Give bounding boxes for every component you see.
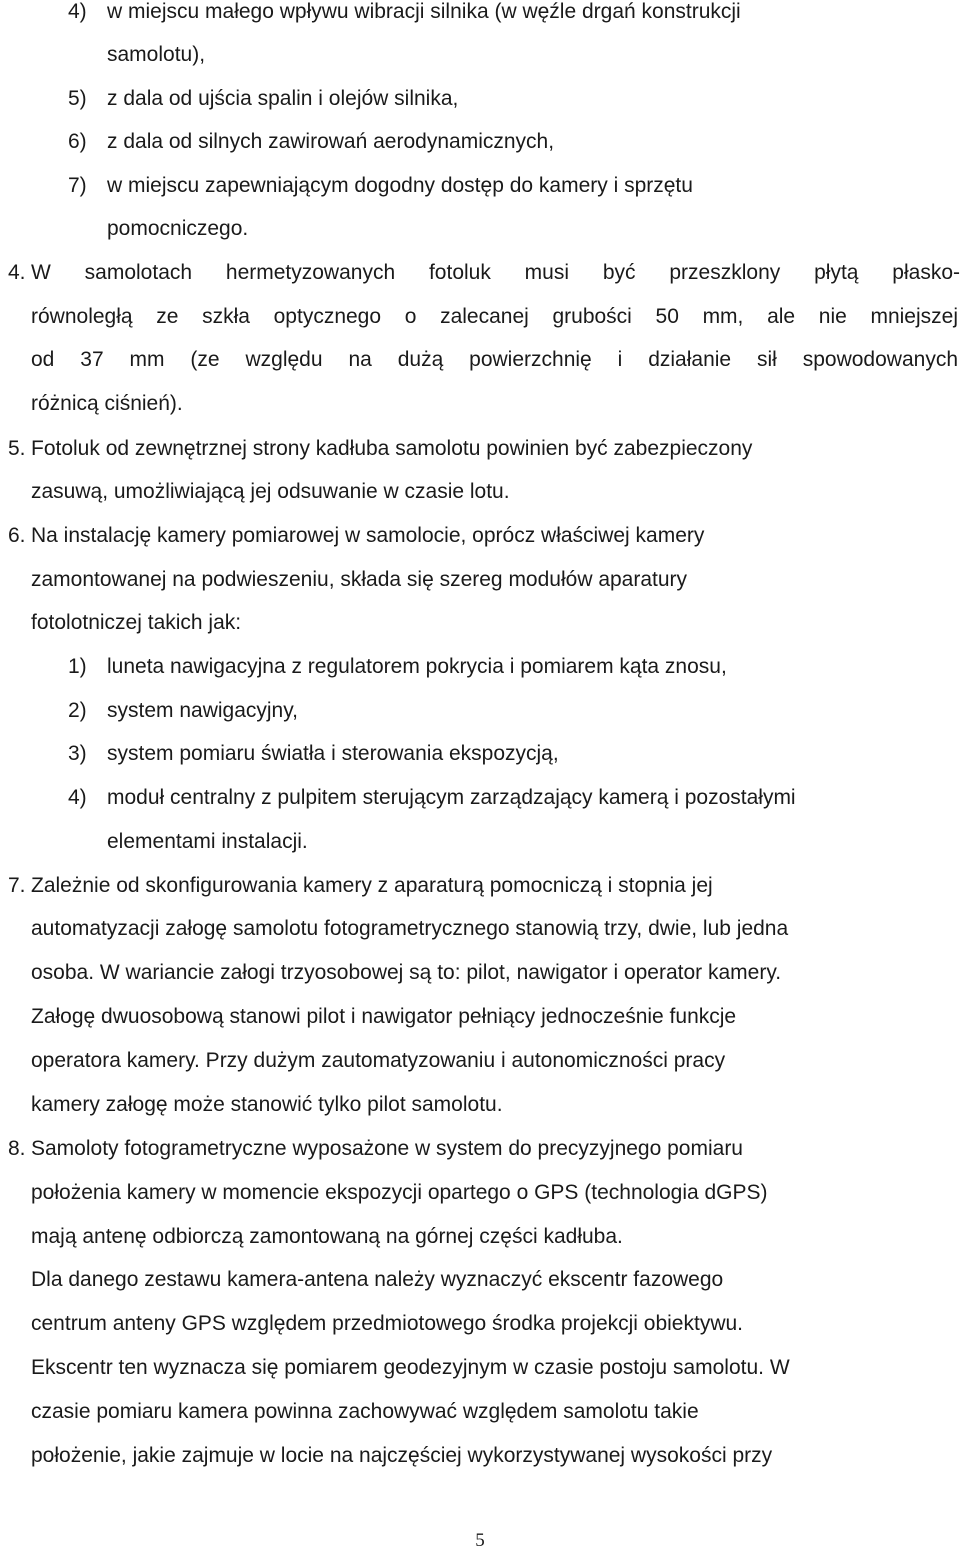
paragraph-line: czasie pomiaru kamera powinna zachowywać względem samolotu takie (31, 1400, 699, 1423)
paragraph-line: Fotoluk od zewnętrznej strony kadłuba samolotu powinien być zabezpieczony (31, 437, 753, 460)
list-item-number: 1) (68, 655, 87, 678)
list-item-number: 2) (68, 699, 87, 722)
paragraph-number: 8. (8, 1137, 26, 1160)
paragraph-number: 4. (8, 261, 26, 284)
paragraph-line: Zależnie od skonfigurowania kamery z aparaturą pomocniczą i stopnia jej (31, 874, 713, 897)
list-item-text: w miejscu zapewniającym dogodny dostęp do kamery i sprzętu (107, 174, 693, 197)
paragraph-line: centrum anteny GPS względem przedmiotowego środka projekcji obiektywu. (31, 1312, 744, 1335)
paragraph-line: osoba. W wariancie załogi trzyosobowej są to: pilot, nawigator i operator kamery. (31, 961, 782, 984)
list-item-text: moduł centralny z pulpitem sterującym zarządzający kamerą i pozostałymi (107, 786, 796, 809)
paragraph-line: równoległą ze szkła optycznego o zalecanej grubości 50 mm, ale nie mniejszej (31, 305, 958, 328)
paragraph-line: operatora kamery. Przy dużym zautomatyzowaniu i autonomiczności pracy (31, 1049, 726, 1072)
list-item-text: z dala od silnych zawirowań aerodynamicznych, (107, 130, 555, 153)
list-item-text: luneta nawigacyjna z regulatorem pokrycia i pomiarem kąta znosu, (107, 655, 727, 678)
paragraph-line: mają antenę odbiorczą zamontowaną na górnej części kadłuba. (31, 1225, 623, 1248)
list-item-number: 7) (68, 174, 87, 197)
paragraph-line: Samoloty fotogrametryczne wyposażone w system do precyzyjnego pomiaru (31, 1137, 743, 1160)
paragraph-line: Załogę dwuosobową stanowi pilot i nawigator pełniący jednocześnie funkcje (31, 1005, 737, 1028)
list-item-text: system nawigacyjny, (107, 699, 299, 722)
paragraph-number: 5. (8, 437, 26, 460)
list-item-text: samolotu), (107, 43, 206, 66)
list-item-text: elementami instalacji. (107, 830, 308, 853)
paragraph-number: 6. (8, 524, 26, 547)
paragraph-line: kamery załogę może stanowić tylko pilot samolotu. (31, 1093, 503, 1116)
list-item-number: 3) (68, 742, 87, 765)
paragraph-line: od 37 mm (ze względu na dużą powierzchnię i działanie sił spowodowanych (31, 348, 958, 371)
paragraph-line: Ekscentr ten wyznacza się pomiarem geodezyjnym w czasie postoju samolotu. W (31, 1356, 790, 1379)
list-item-number: 6) (68, 130, 87, 153)
paragraph-line: Dla danego zestawu kamera-antena należy wyznaczyć ekscentr fazowego (31, 1268, 724, 1291)
paragraph-number: 7. (8, 874, 26, 897)
page-number: 5 (475, 1530, 485, 1551)
paragraph-line: zasuwą, umożliwiającą jej odsuwanie w czasie lotu. (31, 480, 510, 503)
paragraph-line: położenie, jakie zajmuje w locie na najczęściej wykorzystywanej wysokości przy (31, 1444, 773, 1467)
list-item-number: 4) (68, 0, 87, 23)
paragraph-line: zamontowanej na podwieszeniu, składa się szereg modułów aparatury (31, 568, 688, 591)
list-item-text: w miejscu małego wpływu wibracji silnika (w węźle drgań konstrukcji (107, 0, 741, 23)
paragraph-line: automatyzacji załogę samolotu fotogrametrycznego stanowią trzy, dwie, lub jedna (31, 917, 789, 940)
list-item-text: pomocniczego. (107, 217, 249, 240)
paragraph-line: różnicą ciśnień). (31, 392, 183, 415)
list-item-number: 4) (68, 786, 87, 809)
paragraph-line: położenia kamery w momencie ekspozycji opartego o GPS (technologia dGPS) (31, 1181, 768, 1204)
list-item-text: system pomiaru światła i sterowania ekspozycją, (107, 742, 559, 765)
paragraph-line: Na instalację kamery pomiarowej w samolocie, oprócz właściwej kamery (31, 524, 705, 547)
paragraph-line: W samolotach hermetyzowanych fotoluk musi być przeszklony płytą płasko- (31, 261, 960, 284)
list-item-text: z dala od ujścia spalin i olejów silnika, (107, 87, 459, 110)
list-item-number: 5) (68, 87, 87, 110)
paragraph-line: fotolotniczej takich jak: (31, 611, 242, 634)
